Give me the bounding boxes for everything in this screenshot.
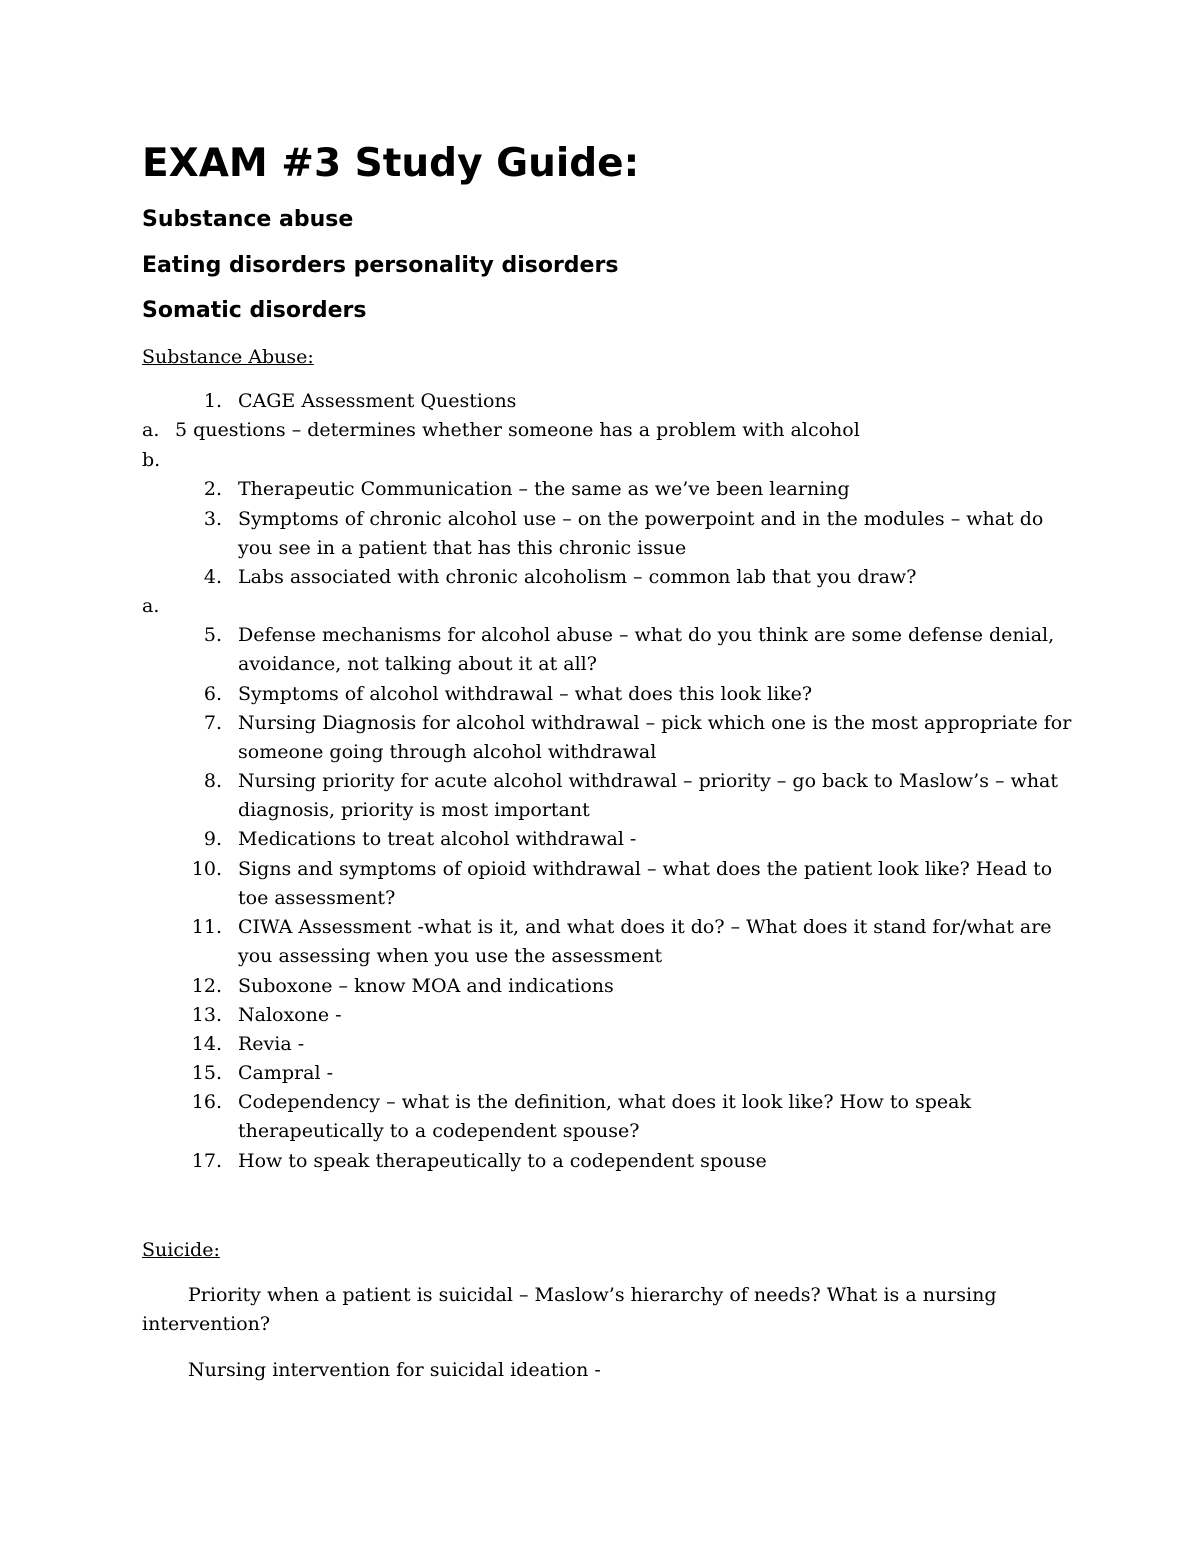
topic-substance-abuse: Substance abuse: [142, 207, 354, 232]
list-item-text: Therapeutic Communication – the same as we’ve been learning: [238, 478, 850, 500]
list-item-number: 8.: [203, 770, 222, 792]
topic-eating-personality-disorders: Eating disorders personality disorders: [142, 253, 619, 278]
list-item-text: Labs associated with chronic alcoholism – common lab that you draw?: [238, 566, 917, 588]
list-item-number: 10.: [191, 858, 222, 880]
list-item-number: 15.: [191, 1062, 222, 1084]
sub-list-letter: a.: [142, 595, 160, 617]
list-item-number: 3.: [203, 508, 222, 530]
list-item-text: CAGE Assessment Questions: [238, 390, 517, 412]
list-item-number: 1.: [203, 390, 222, 412]
list-item-text: Symptoms of alcohol withdrawal – what does this look like?: [238, 683, 813, 705]
list-item-text: How to speak therapeutically to a codependent spouse: [238, 1150, 767, 1172]
list-item-number: 12.: [191, 975, 222, 997]
list-item-number: 14.: [191, 1033, 222, 1055]
list-item-text: Nursing priority for acute alcohol withdrawal – priority – go back to Maslow’s – what diagnosis, priority is most important: [238, 770, 1059, 821]
substance-abuse-heading: Substance Abuse:: [142, 346, 314, 368]
list-item-number: 11.: [191, 916, 222, 938]
sub-list-letter: b.: [142, 449, 161, 471]
document-title: EXAM #3 Study Guide:: [142, 141, 640, 186]
list-item-number: 4.: [203, 566, 222, 588]
list-item-text: Signs and symptoms of opioid withdrawal – what does the patient look like? Head to toe assessment?: [238, 858, 1053, 909]
list-item-number: 5.: [203, 624, 222, 646]
suicide-heading: Suicide:: [142, 1239, 220, 1261]
suicide-paragraph-intervention: Nursing intervention for suicidal ideation -: [188, 1359, 601, 1381]
list-item-text: Codependency – what is the definition, what does it look like? How to speak therapeutically to a codependent spouse?: [238, 1091, 971, 1142]
list-item-text: Revia -: [238, 1033, 305, 1055]
list-item-text: Symptoms of chronic alcohol use – on the powerpoint and in the modules – what do you see in a patient that has this chronic issue: [238, 508, 1044, 559]
list-item-number: 13.: [191, 1004, 222, 1026]
list-item-number: 17.: [191, 1150, 222, 1172]
list-item-text: Naloxone -: [238, 1004, 342, 1026]
list-item-number: 2.: [203, 478, 222, 500]
list-item-text: CIWA Assessment -what is it, and what does it do? – What does it stand for/what are you assessing when you use the assessment: [238, 916, 1052, 967]
list-item-number: 16.: [191, 1091, 222, 1113]
list-item-text: Campral -: [238, 1062, 333, 1084]
list-item-number: 9.: [203, 828, 222, 850]
topic-somatic-disorders: Somatic disorders: [142, 298, 367, 323]
list-item-text: Nursing Diagnosis for alcohol withdrawal – pick which one is the most appropriate for someone going through alcohol withdrawal: [238, 712, 1072, 763]
list-item-text: Defense mechanisms for alcohol abuse – what do you think are some defense denial, avoidance, not talking about it at all?: [238, 624, 1055, 675]
sub-list-letter: a.: [142, 419, 160, 441]
sub-list-text: 5 questions – determines whether someone has a problem with alcohol: [175, 419, 860, 441]
list-item-number: 6.: [203, 683, 222, 705]
suicide-paragraph-priority: Priority when a patient is suicidal – Maslow’s hierarchy of needs? What is a nursing intervention?: [142, 1284, 997, 1335]
list-item-text: Suboxone – know MOA and indications: [238, 975, 614, 997]
list-item-number: 7.: [203, 712, 222, 734]
list-item-text: Medications to treat alcohol withdrawal -: [238, 828, 637, 850]
